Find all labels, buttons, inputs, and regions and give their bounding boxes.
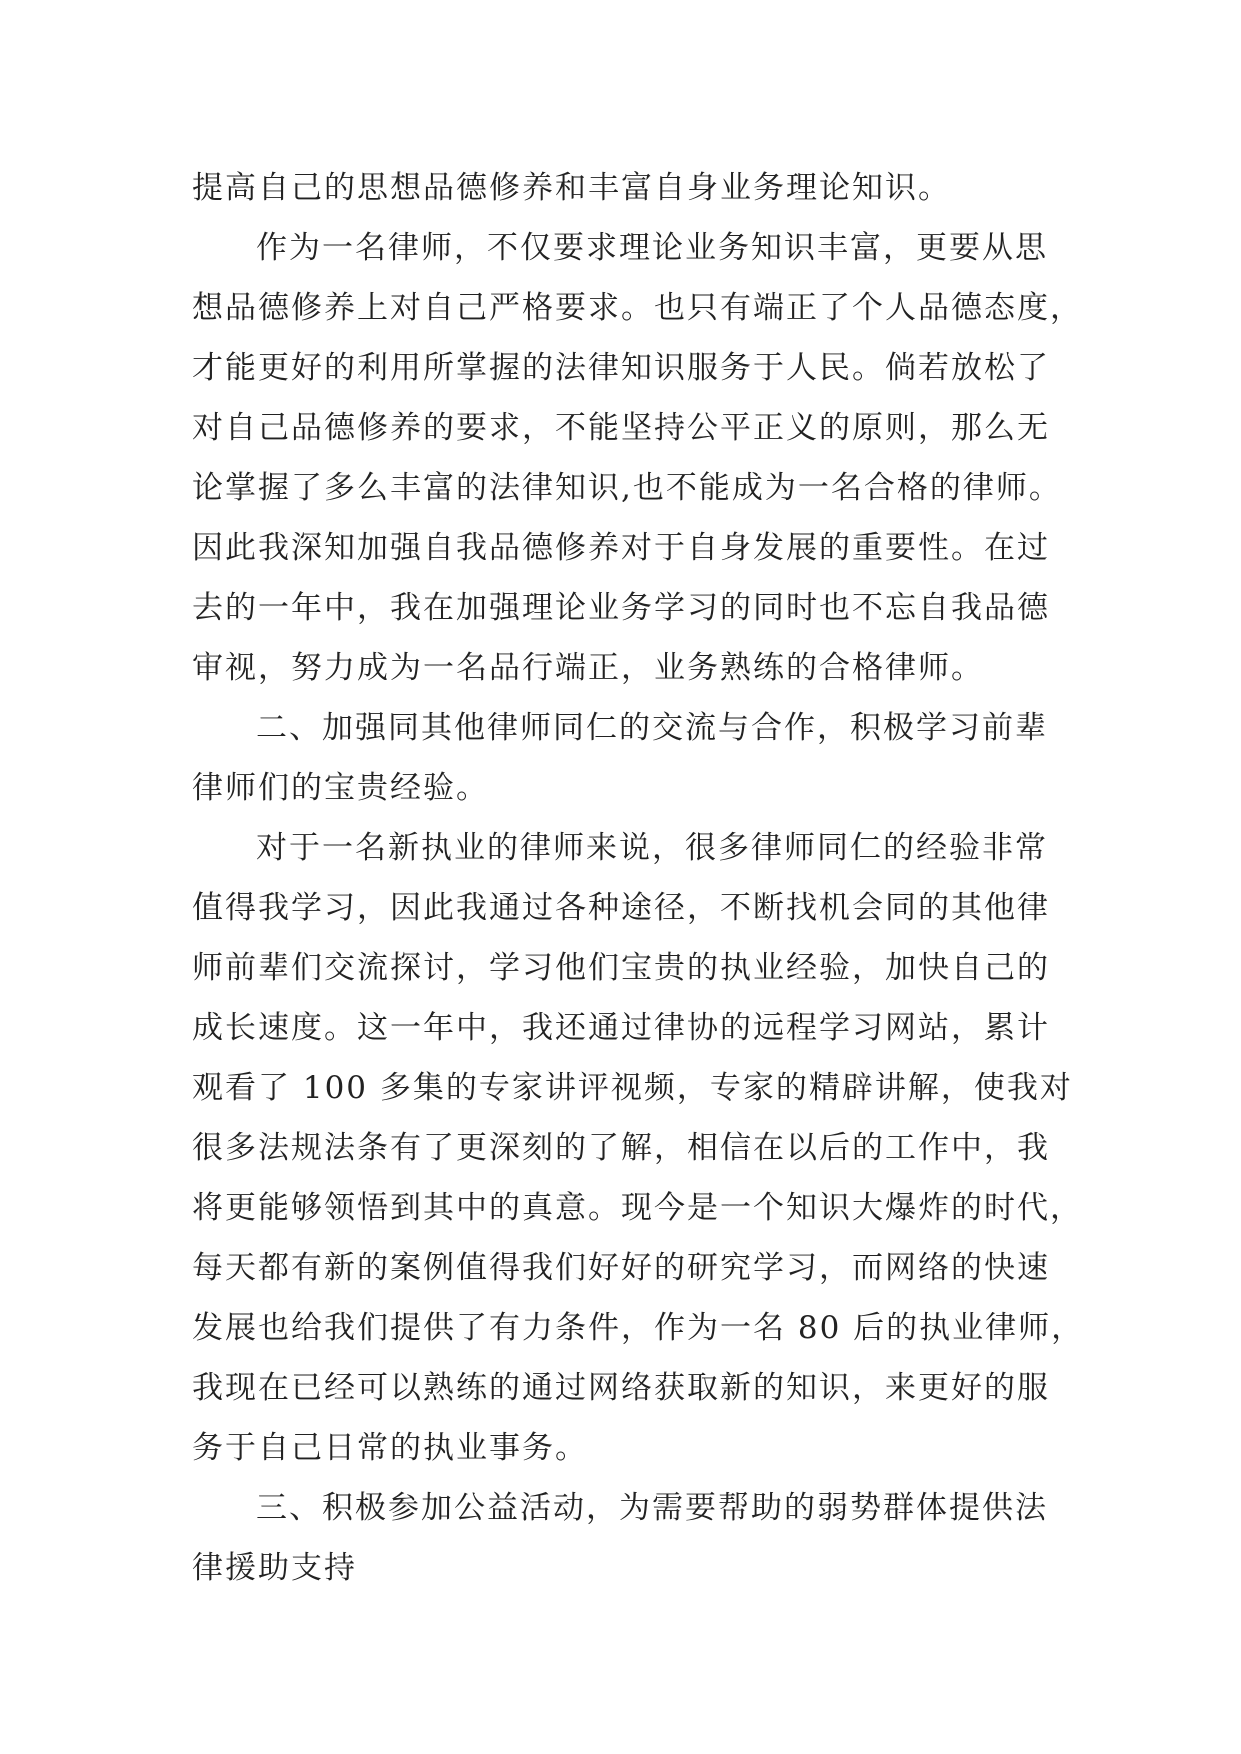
- text-line: 去的一年中，我在加强理论业务学习的同时也不忘自我品德: [192, 590, 1050, 626]
- text-line: 我现在已经可以熟练的通过网络获取新的知识，来更好的服: [192, 1370, 1050, 1406]
- text-line: 观看了 100 多集的专家讲评视频，专家的精辟讲解，使我对: [192, 1070, 1073, 1106]
- text-line: 每天都有新的案例值得我们好好的研究学习，而网络的快速: [192, 1250, 1050, 1286]
- text-line: 务于自己日常的执业事务。: [192, 1430, 588, 1466]
- section-heading-two: 二、加强同其他律师同仁的交流与合作，积极学习前辈: [256, 710, 1048, 746]
- text-line: 才能更好的利用所掌握的法律知识服务于人民。倘若放松了: [192, 350, 1050, 386]
- text-line: 很多法规法条有了更深刻的了解，相信在以后的工作中，我: [192, 1130, 1050, 1166]
- text-line: 论掌握了多么丰富的法律知识,也不能成为一名合格的律师。: [192, 470, 1062, 506]
- section-heading-three: 三、积极参加公益活动，为需要帮助的弱势群体提供法: [256, 1490, 1048, 1526]
- text-line: 发展也给我们提供了有力条件，作为一名 80 后的执业律师，: [192, 1310, 1085, 1346]
- document-body: [192, 158, 1085, 1598]
- text-line: 因此我深知加强自我品德修养对于自身发展的重要性。在过: [192, 530, 1050, 566]
- paragraph-start-line: 作为一名律师，不仅要求理论业务知识丰富，更要从思: [256, 230, 1048, 266]
- text-line: 值得我学习，因此我通过各种途径，不断找机会同的其他律: [192, 890, 1050, 926]
- section-heading-three-continued: 律援助支持: [192, 1550, 357, 1586]
- text-line: 审视，努力成为一名品行端正，业务熟练的合格律师。: [192, 650, 984, 686]
- paragraph-start-line: 对于一名新执业的律师来说，很多律师同仁的经验非常: [256, 830, 1048, 866]
- text-line: 成长速度。这一年中，我还通过律协的远程学习网站，累计: [192, 1010, 1050, 1046]
- text-line: 提高自己的思想品德修养和丰富自身业务理论知识。: [192, 170, 951, 206]
- text-line: 想品德修养上对自己严格要求。也只有端正了个人品德态度，: [192, 290, 1083, 326]
- section-heading-two-continued: 律师们的宝贵经验。: [192, 770, 489, 806]
- text-line: 师前辈们交流探讨，学习他们宝贵的执业经验，加快自己的: [192, 950, 1050, 986]
- text-line: 对自己品德修养的要求，不能坚持公平正义的原则，那么无: [192, 410, 1050, 446]
- text-line: 将更能够领悟到其中的真意。现今是一个知识大爆炸的时代，: [192, 1190, 1083, 1226]
